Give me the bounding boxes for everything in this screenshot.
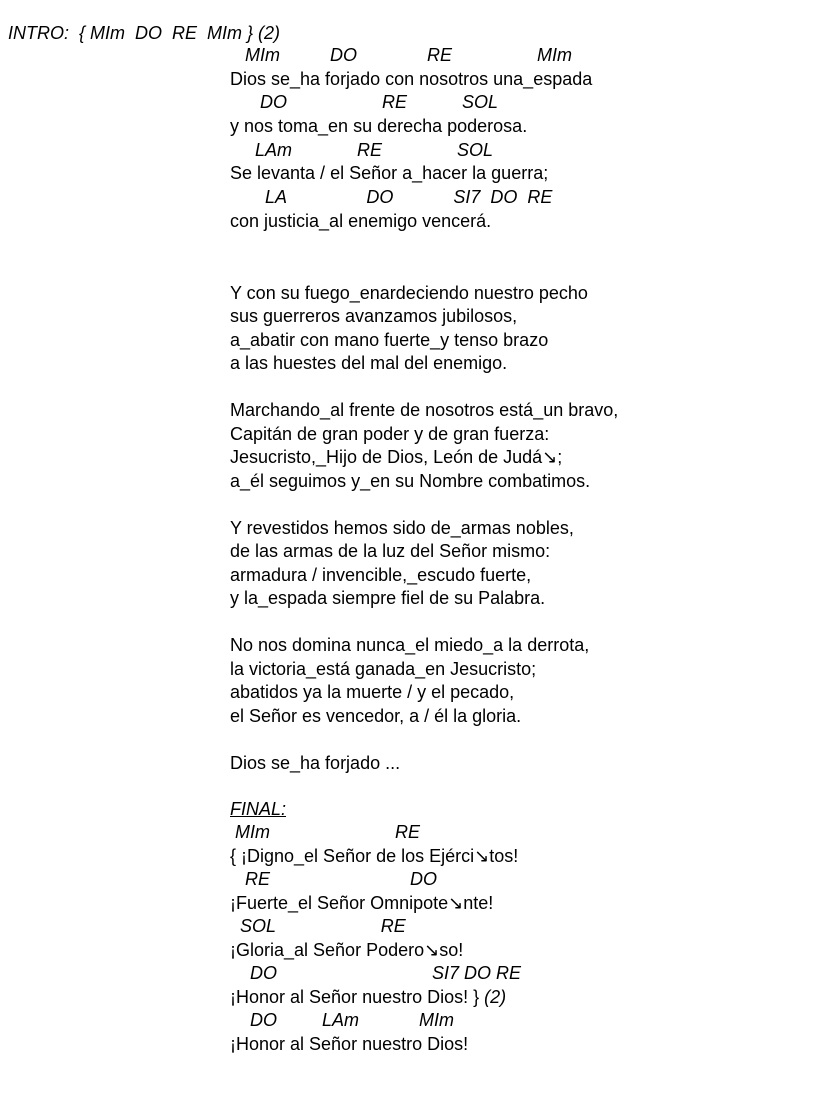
lyric-line: la victoria_está ganada_en Jesucristo; xyxy=(230,659,537,679)
lyric-line: armadura / invencible,_escudo fuerte, xyxy=(230,565,532,585)
chord-line: DO LAm MIm xyxy=(230,1010,455,1030)
repeat-marker: (2) xyxy=(484,987,507,1007)
lyric-line: ¡Fuerte_el Señor Omnipote↘nte! xyxy=(230,893,494,913)
chord-line: DO RE SOL xyxy=(230,92,499,112)
lyric-line: Se levanta / el Señor a_hacer la guerra; xyxy=(230,163,549,183)
lyric-line: Jesucristo,_Hijo de Dios, León de Judá↘; xyxy=(230,447,563,467)
lyric-line: { ¡Digno_el Señor de los Ejérci↘tos! xyxy=(230,846,519,866)
lyric-line: a_abatir con mano fuerte_y tenso brazo xyxy=(230,330,549,350)
repeat-line: Dios se_ha forjado ... xyxy=(230,753,401,773)
final-label: FINAL: xyxy=(230,799,287,819)
chord-line: MIm RE xyxy=(230,822,421,842)
lyric-line: el Señor es vencedor, a / él la gloria. xyxy=(230,706,522,726)
lyric-line: sus guerreros avanzamos jubilosos, xyxy=(230,306,518,326)
intro-line: INTRO: { MIm DO RE MIm } (2) xyxy=(8,23,281,43)
lyric-line: a las huestes del mal del enemigo. xyxy=(230,353,508,373)
chord-line: RE DO xyxy=(230,869,438,889)
lyric-line: a_él seguimos y_en su Nombre combatimos. xyxy=(230,471,591,491)
chord-line: LAm RE SOL xyxy=(230,140,494,160)
lyric-line: ¡Gloria_al Señor Podero↘so! xyxy=(230,940,464,960)
lyric-line: Y con su fuego_enardeciendo nuestro pecho xyxy=(230,283,588,303)
lyric-line: de las armas de la luz del Señor mismo: xyxy=(230,541,551,561)
lyric-line: con justicia_al enemigo vencerá. xyxy=(230,211,492,231)
lyric-line: y la_espada siempre fiel de su Palabra. xyxy=(230,588,546,608)
lyric-line: Capitán de gran poder y de gran fuerza: xyxy=(230,424,550,444)
chord-line: DO SI7 DO RE xyxy=(230,963,522,983)
lyric-line: Marchando_al frente de nosotros está_un bravo, xyxy=(230,400,619,420)
lyric-line xyxy=(230,986,506,1008)
lyric-line: Dios se_ha forjado con nosotros una_espada xyxy=(230,69,593,89)
lyric-line: y nos toma_en su derecha poderosa. xyxy=(230,116,528,136)
lyric-line: No nos domina nunca_el miedo_a la derrota, xyxy=(230,635,590,655)
chord-line: MIm DO RE MIm xyxy=(230,45,573,65)
lyric-text: ¡Honor al Señor nuestro Dios! } xyxy=(230,987,485,1007)
lyric-line: ¡Honor al Señor nuestro Dios! xyxy=(230,1034,469,1054)
chord-line: LA DO SI7 DO RE xyxy=(230,187,553,207)
chord-line: SOL RE xyxy=(230,916,406,936)
lyric-line: abatidos ya la muerte / y el pecado, xyxy=(230,682,515,702)
lyric-line: Y revestidos hemos sido de_armas nobles, xyxy=(230,518,574,538)
